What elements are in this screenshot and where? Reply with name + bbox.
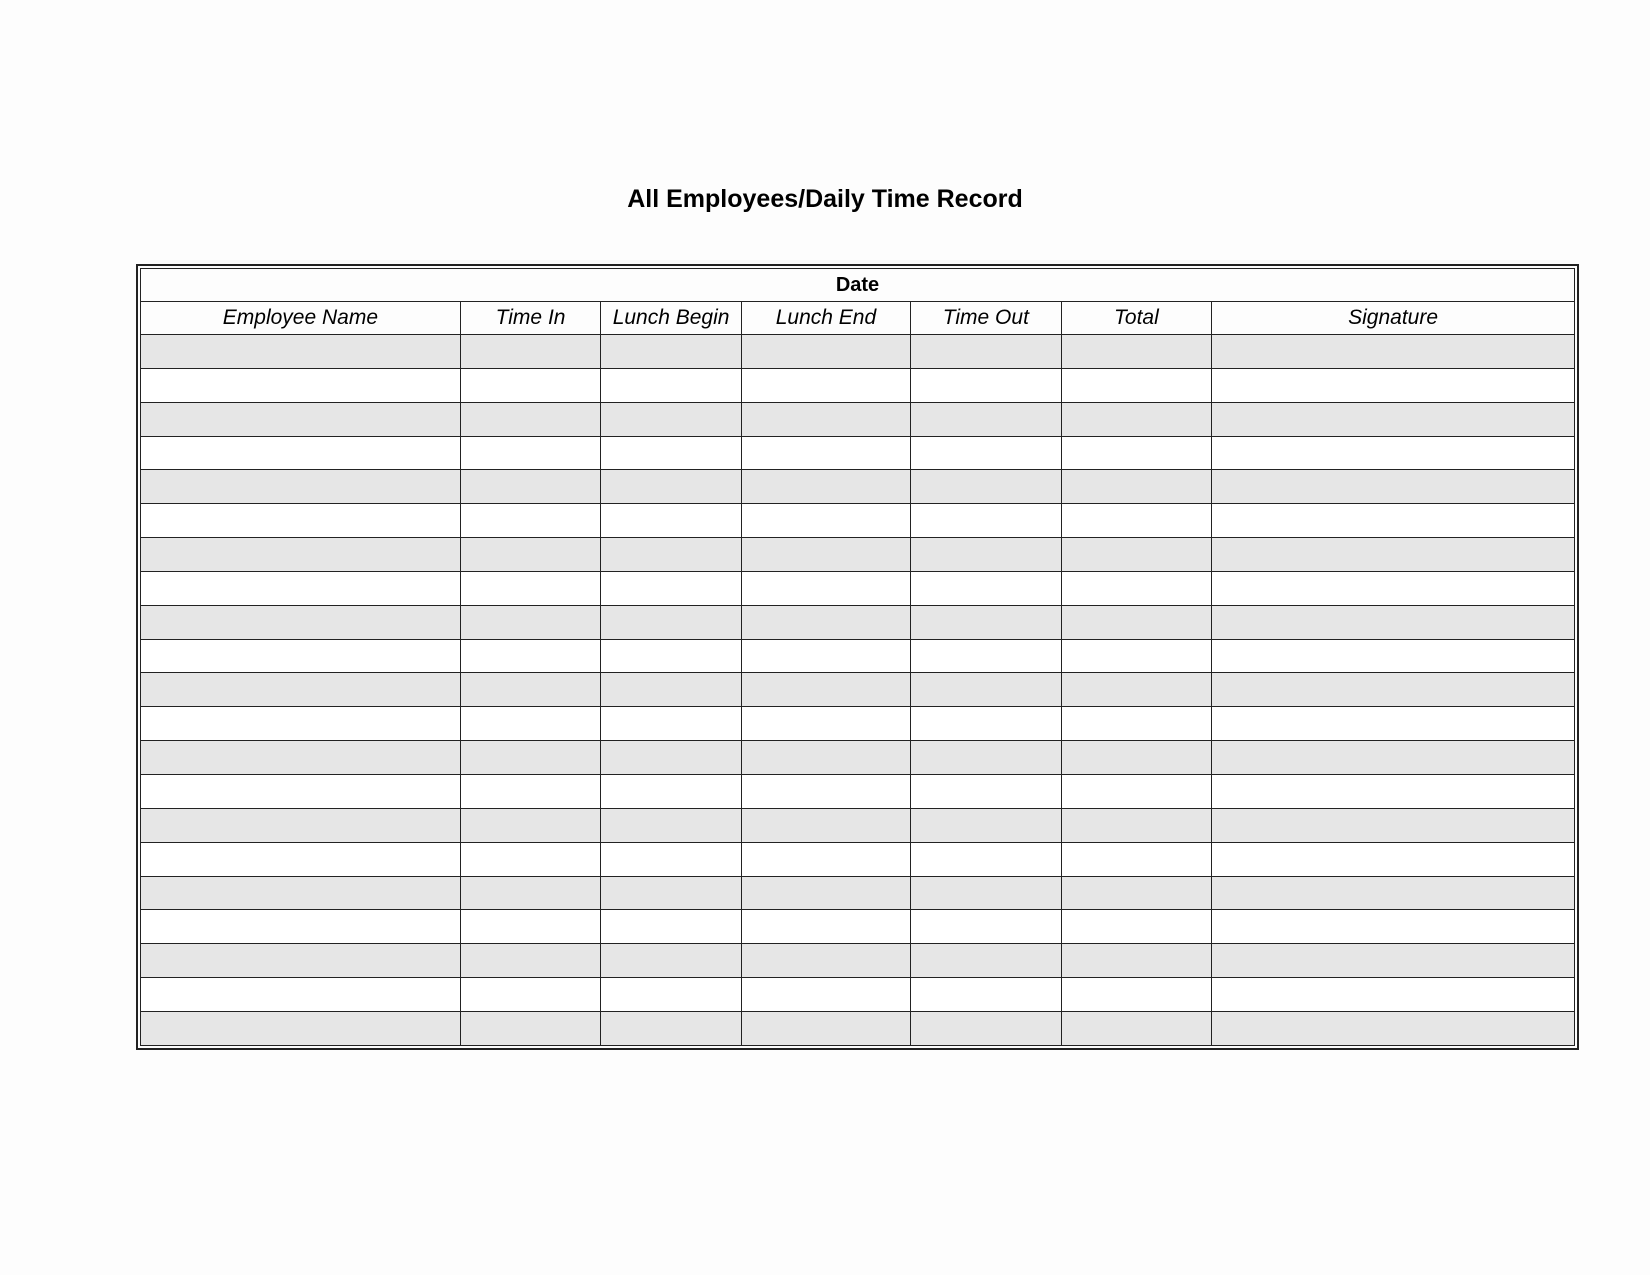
table-row bbox=[141, 808, 1575, 842]
cell-lunch-begin[interactable] bbox=[601, 842, 742, 876]
cell-total[interactable] bbox=[1061, 470, 1212, 504]
cell-time-in[interactable] bbox=[460, 436, 601, 470]
cell-lunch-end[interactable] bbox=[741, 571, 910, 605]
cell-signature[interactable] bbox=[1212, 402, 1575, 436]
table-row bbox=[141, 673, 1575, 707]
cell-time-in[interactable] bbox=[460, 673, 601, 707]
time-record-table bbox=[140, 268, 1575, 1046]
cell-time-in[interactable] bbox=[460, 774, 601, 808]
cell-employee-name[interactable] bbox=[141, 571, 461, 605]
cell-lunch-end[interactable] bbox=[741, 504, 910, 538]
cell-total[interactable] bbox=[1061, 978, 1212, 1012]
cell-time-in[interactable] bbox=[460, 470, 601, 504]
cell-total[interactable] bbox=[1061, 944, 1212, 978]
cell-time-out[interactable] bbox=[911, 1011, 1062, 1045]
cell-time-in[interactable] bbox=[460, 504, 601, 538]
cell-employee-name[interactable] bbox=[141, 876, 461, 910]
column-header-time-in: Time In bbox=[460, 302, 601, 335]
cell-time-out[interactable] bbox=[911, 673, 1062, 707]
cell-time-in[interactable] bbox=[460, 639, 601, 673]
cell-lunch-begin[interactable] bbox=[601, 1011, 742, 1045]
cell-time-out[interactable] bbox=[911, 470, 1062, 504]
cell-lunch-end[interactable] bbox=[741, 1011, 910, 1045]
table-row bbox=[141, 504, 1575, 538]
cell-time-out[interactable] bbox=[911, 910, 1062, 944]
date-header-row bbox=[141, 269, 1575, 302]
cell-lunch-end[interactable] bbox=[741, 470, 910, 504]
cell-signature[interactable] bbox=[1212, 470, 1575, 504]
column-header-time-out: Time Out bbox=[911, 302, 1062, 335]
cell-total[interactable] bbox=[1061, 741, 1212, 775]
cell-lunch-begin[interactable] bbox=[601, 910, 742, 944]
table-row bbox=[141, 538, 1575, 572]
cell-employee-name[interactable] bbox=[141, 910, 461, 944]
cell-time-in[interactable] bbox=[460, 978, 601, 1012]
cell-time-in[interactable] bbox=[460, 605, 601, 639]
cell-signature[interactable] bbox=[1212, 741, 1575, 775]
cell-total[interactable] bbox=[1061, 707, 1212, 741]
cell-lunch-end[interactable] bbox=[741, 673, 910, 707]
cell-signature[interactable] bbox=[1212, 707, 1575, 741]
table-row bbox=[141, 876, 1575, 910]
cell-total[interactable] bbox=[1061, 1011, 1212, 1045]
cell-lunch-end[interactable] bbox=[741, 910, 910, 944]
cell-employee-name[interactable] bbox=[141, 402, 461, 436]
cell-lunch-begin[interactable] bbox=[601, 673, 742, 707]
cell-lunch-begin[interactable] bbox=[601, 944, 742, 978]
table-row bbox=[141, 910, 1575, 944]
cell-total[interactable] bbox=[1061, 673, 1212, 707]
table-row bbox=[141, 842, 1575, 876]
cell-lunch-end[interactable] bbox=[741, 707, 910, 741]
cell-employee-name[interactable] bbox=[141, 944, 461, 978]
cell-employee-name[interactable] bbox=[141, 368, 461, 402]
cell-signature[interactable] bbox=[1212, 978, 1575, 1012]
cell-time-out[interactable] bbox=[911, 605, 1062, 639]
table-row bbox=[141, 707, 1575, 741]
cell-signature[interactable] bbox=[1212, 910, 1575, 944]
column-header-total: Total bbox=[1061, 302, 1212, 335]
date-header: Date bbox=[141, 269, 1575, 302]
cell-time-in[interactable] bbox=[460, 402, 601, 436]
cell-employee-name[interactable] bbox=[141, 673, 461, 707]
cell-total[interactable] bbox=[1061, 368, 1212, 402]
cell-total[interactable] bbox=[1061, 639, 1212, 673]
cell-lunch-end[interactable] bbox=[741, 639, 910, 673]
table-row bbox=[141, 335, 1575, 369]
table-row bbox=[141, 470, 1575, 504]
cell-lunch-end[interactable] bbox=[741, 808, 910, 842]
cell-total[interactable] bbox=[1061, 876, 1212, 910]
cell-time-out[interactable] bbox=[911, 538, 1062, 572]
cell-lunch-end[interactable] bbox=[741, 978, 910, 1012]
cell-time-out[interactable] bbox=[911, 436, 1062, 470]
cell-time-out[interactable] bbox=[911, 876, 1062, 910]
cell-signature[interactable] bbox=[1212, 774, 1575, 808]
cell-signature[interactable] bbox=[1212, 436, 1575, 470]
cell-time-out[interactable] bbox=[911, 978, 1062, 1012]
cell-lunch-begin[interactable] bbox=[601, 707, 742, 741]
cell-signature[interactable] bbox=[1212, 944, 1575, 978]
cell-time-in[interactable] bbox=[460, 368, 601, 402]
column-header-lunch-end: Lunch End bbox=[741, 302, 910, 335]
cell-lunch-end[interactable] bbox=[741, 605, 910, 639]
cell-time-in[interactable] bbox=[460, 1011, 601, 1045]
cell-lunch-begin[interactable] bbox=[601, 639, 742, 673]
table-row bbox=[141, 436, 1575, 470]
cell-lunch-end[interactable] bbox=[741, 335, 910, 369]
cell-total[interactable] bbox=[1061, 504, 1212, 538]
cell-lunch-end[interactable] bbox=[741, 538, 910, 572]
cell-lunch-end[interactable] bbox=[741, 842, 910, 876]
cell-lunch-end[interactable] bbox=[741, 368, 910, 402]
cell-lunch-begin[interactable] bbox=[601, 335, 742, 369]
cell-time-in[interactable] bbox=[460, 707, 601, 741]
cell-signature[interactable] bbox=[1212, 639, 1575, 673]
cell-total[interactable] bbox=[1061, 436, 1212, 470]
cell-time-out[interactable] bbox=[911, 639, 1062, 673]
cell-lunch-end[interactable] bbox=[741, 944, 910, 978]
cell-total[interactable] bbox=[1061, 605, 1212, 639]
cell-lunch-begin[interactable] bbox=[601, 402, 742, 436]
cell-employee-name[interactable] bbox=[141, 808, 461, 842]
cell-time-in[interactable] bbox=[460, 335, 601, 369]
cell-total[interactable] bbox=[1061, 538, 1212, 572]
cell-lunch-end[interactable] bbox=[741, 402, 910, 436]
cell-lunch-begin[interactable] bbox=[601, 368, 742, 402]
cell-time-out[interactable] bbox=[911, 741, 1062, 775]
cell-time-in[interactable] bbox=[460, 876, 601, 910]
cell-signature[interactable] bbox=[1212, 1011, 1575, 1045]
cell-time-in[interactable] bbox=[460, 808, 601, 842]
cell-employee-name[interactable] bbox=[141, 639, 461, 673]
table-row bbox=[141, 978, 1575, 1012]
cell-time-out[interactable] bbox=[911, 944, 1062, 978]
table-row bbox=[141, 944, 1575, 978]
cell-lunch-begin[interactable] bbox=[601, 470, 742, 504]
cell-time-in[interactable] bbox=[460, 842, 601, 876]
cell-employee-name[interactable] bbox=[141, 436, 461, 470]
cell-total[interactable] bbox=[1061, 774, 1212, 808]
cell-employee-name[interactable] bbox=[141, 978, 461, 1012]
cell-total[interactable] bbox=[1061, 402, 1212, 436]
cell-time-in[interactable] bbox=[460, 944, 601, 978]
cell-employee-name[interactable] bbox=[141, 842, 461, 876]
cell-employee-name[interactable] bbox=[141, 470, 461, 504]
cell-signature[interactable] bbox=[1212, 538, 1575, 572]
table-row bbox=[141, 1011, 1575, 1045]
cell-lunch-begin[interactable] bbox=[601, 538, 742, 572]
cell-time-in[interactable] bbox=[460, 910, 601, 944]
cell-time-out[interactable] bbox=[911, 504, 1062, 538]
cell-lunch-begin[interactable] bbox=[601, 605, 742, 639]
cell-lunch-end[interactable] bbox=[741, 741, 910, 775]
column-header-signature: Signature bbox=[1212, 302, 1575, 335]
table-row bbox=[141, 571, 1575, 605]
cell-lunch-begin[interactable] bbox=[601, 876, 742, 910]
cell-lunch-begin[interactable] bbox=[601, 571, 742, 605]
table-row bbox=[141, 741, 1575, 775]
cell-lunch-begin[interactable] bbox=[601, 436, 742, 470]
table-row bbox=[141, 368, 1575, 402]
cell-employee-name[interactable] bbox=[141, 741, 461, 775]
cell-time-out[interactable] bbox=[911, 335, 1062, 369]
cell-employee-name[interactable] bbox=[141, 605, 461, 639]
cell-total[interactable] bbox=[1061, 571, 1212, 605]
cell-total[interactable] bbox=[1061, 910, 1212, 944]
cell-lunch-end[interactable] bbox=[741, 876, 910, 910]
cell-lunch-end[interactable] bbox=[741, 436, 910, 470]
cell-signature[interactable] bbox=[1212, 571, 1575, 605]
cell-employee-name[interactable] bbox=[141, 504, 461, 538]
table-row bbox=[141, 605, 1575, 639]
cell-total[interactable] bbox=[1061, 842, 1212, 876]
cell-signature[interactable] bbox=[1212, 504, 1575, 538]
cell-time-out[interactable] bbox=[911, 368, 1062, 402]
cell-total[interactable] bbox=[1061, 335, 1212, 369]
cell-time-in[interactable] bbox=[460, 741, 601, 775]
cell-employee-name[interactable] bbox=[141, 538, 461, 572]
table-row bbox=[141, 774, 1575, 808]
cell-total[interactable] bbox=[1061, 808, 1212, 842]
cell-lunch-end[interactable] bbox=[741, 774, 910, 808]
cell-time-out[interactable] bbox=[911, 842, 1062, 876]
column-header-lunch-begin: Lunch Begin bbox=[601, 302, 742, 335]
cell-time-in[interactable] bbox=[460, 571, 601, 605]
cell-time-out[interactable] bbox=[911, 571, 1062, 605]
column-header-row bbox=[141, 302, 1575, 335]
cell-lunch-begin[interactable] bbox=[601, 774, 742, 808]
time-record-table-frame bbox=[136, 264, 1579, 1050]
cell-signature[interactable] bbox=[1212, 808, 1575, 842]
cell-employee-name[interactable] bbox=[141, 774, 461, 808]
cell-time-out[interactable] bbox=[911, 808, 1062, 842]
page-title: All Employees/Daily Time Record bbox=[627, 185, 1023, 213]
table-row bbox=[141, 639, 1575, 673]
cell-employee-name[interactable] bbox=[141, 335, 461, 369]
cell-time-in[interactable] bbox=[460, 538, 601, 572]
cell-signature[interactable] bbox=[1212, 368, 1575, 402]
cell-employee-name[interactable] bbox=[141, 707, 461, 741]
cell-lunch-begin[interactable] bbox=[601, 978, 742, 1012]
cell-lunch-begin[interactable] bbox=[601, 741, 742, 775]
cell-time-out[interactable] bbox=[911, 402, 1062, 436]
cell-lunch-begin[interactable] bbox=[601, 808, 742, 842]
cell-signature[interactable] bbox=[1212, 673, 1575, 707]
table-row bbox=[141, 402, 1575, 436]
column-header-employee-name: Employee Name bbox=[141, 302, 461, 335]
cell-signature[interactable] bbox=[1212, 335, 1575, 369]
cell-employee-name[interactable] bbox=[141, 1011, 461, 1045]
cell-signature[interactable] bbox=[1212, 605, 1575, 639]
cell-signature[interactable] bbox=[1212, 876, 1575, 910]
cell-signature[interactable] bbox=[1212, 842, 1575, 876]
cell-time-out[interactable] bbox=[911, 707, 1062, 741]
cell-time-out[interactable] bbox=[911, 774, 1062, 808]
entry-rows bbox=[141, 335, 1575, 1046]
cell-lunch-begin[interactable] bbox=[601, 504, 742, 538]
